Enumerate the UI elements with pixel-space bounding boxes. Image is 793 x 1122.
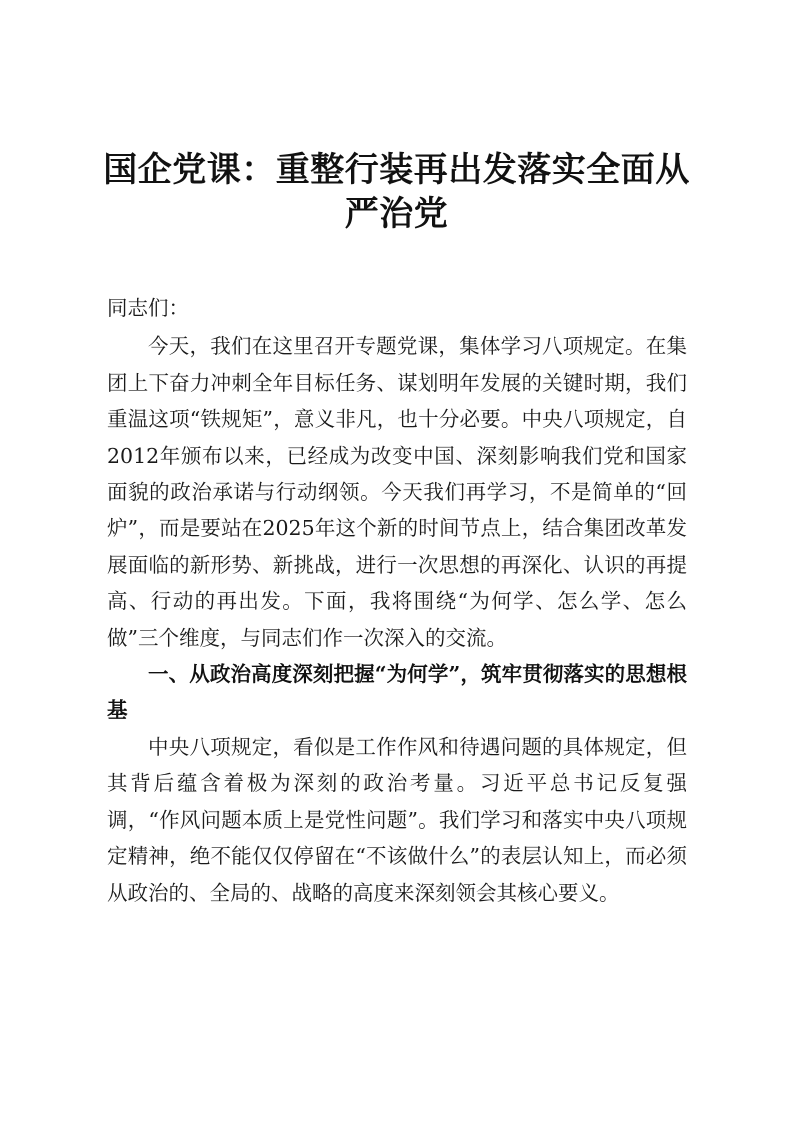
intro-paragraph: 今天，我们在这里召开专题党课，集体学习八项规定。在集团上下奋力冲刺全年目标任务、谋划明年发展的关键时期，我们重温这项“铁规矩”，意义非凡，也十分必要。中央八项规定，自2012年颁布以来，已经成为改变中国、深刻影响我们党和国家面貌的政治承诺与行动纲领。今天我们再学习，不是简单的“回炉”，而是要站在2025年这个新的时间节点上，结合集团改革发展面临的新形势、新挑战，进行一次思想的再深化、认识的再提高、行动的再出发。下面，我将围绕“为何学、怎么学、怎么做”三个维度，与同志们作一次深入的交流。	[107, 334, 687, 650]
document-title: 国企党课：重整行装再出发落实全面从严治党	[103, 150, 690, 234]
document-body	[107, 290, 687, 911]
salutation: 同志们：	[107, 296, 189, 320]
section-paragraph: 中央八项规定，看似是工作作风和待遇问题的具体规定，但其背后蕴含着极为深刻的政治考量。习近平总书记反复强调，“作风问题本质上是党性问题”。我们学习和落实中央八项规定精神，绝不能仅仅停留在“不该做什么”的表层认知上，而必须从政治的、全局的、战略的高度来深刻领会其核心要义。	[107, 734, 687, 905]
section-heading: 一、从政治高度深刻把握“为何学”，筑牢贯彻落实的思想根基	[107, 662, 687, 723]
